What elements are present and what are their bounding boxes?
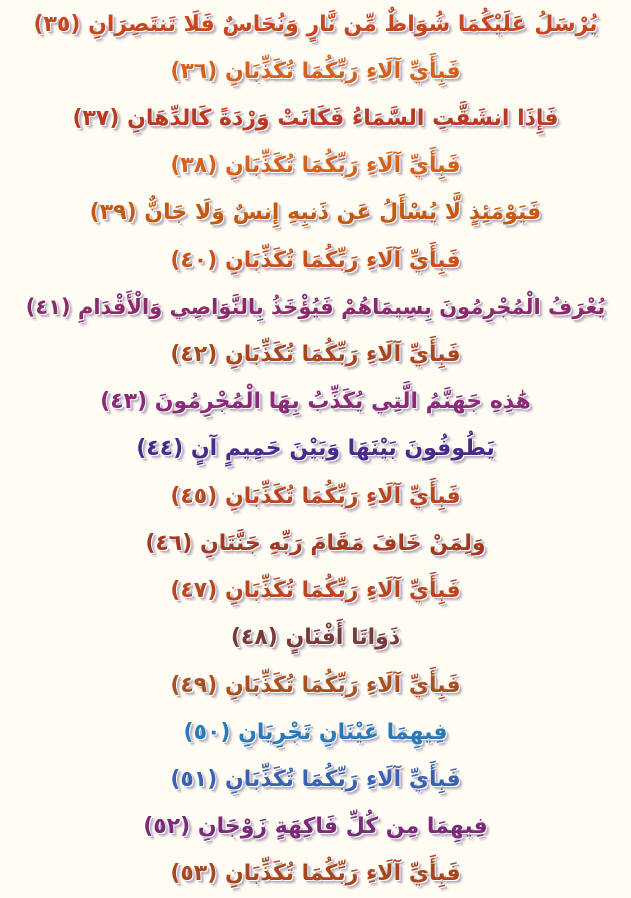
verse-line: [0, 665, 631, 705]
verse-text: فَيَوْمَئِذٍ لَّا يُسْأَلُ عَن ذَنبِهِ إِنسٌ وَلَا جَانٌّ (٣٩): [89, 200, 542, 226]
verse-text: فَبِأَيِّ آلَاءِ رَبِّكُمَا تُكَذِّبَانِ (٥١): [170, 767, 461, 792]
verse-text: وَلِمَنْ خَافَ مَقَامَ رَبِّهِ جَنَّتَانِ (٤٦): [145, 530, 486, 556]
verse-text: ذَوَاتَا أَفْنَانٍ (٤٨): [230, 625, 401, 651]
verse-text: فِيهِمَا عَيْنَانِ تَجْرِيَانِ (٥٠): [183, 719, 448, 745]
verse-line: [0, 146, 631, 186]
verse-line: [0, 287, 631, 327]
verse-text: يَطُوفُونَ بَيْنَهَا وَبَيْنَ حَمِيمٍ آنٍ (٤٤): [136, 436, 495, 462]
verse-text: فَبِأَيِّ آلَاءِ رَبِّكُمَا تُكَذِّبَانِ (٤٥): [170, 483, 461, 509]
verse-line: [0, 523, 631, 563]
verse-line: [0, 712, 631, 752]
verse-line: [0, 382, 631, 422]
verse-text: يُعْرَفُ الْمُجْرِمُونَ بِسِيمَاهُمْ فَيُؤْخَذُ بِالنَّوَاصِي وَالْأَقْدَامِ (٤١): [25, 295, 606, 320]
verse-line: [0, 429, 631, 469]
verse-text: فَبِأَيِّ آلَاءِ رَبِّكُمَا تُكَذِّبَانِ (٣٨): [170, 153, 461, 179]
verse-line: [0, 98, 631, 138]
verse-text: فَإِذَا انشَقَّتِ السَّمَاءُ فَكَانَتْ وَرْدَةً كَالدِّهَانِ (٣٧): [72, 105, 559, 131]
verse-text: فَبِأَيِّ آلَاءِ رَبِّكُمَا تُكَذِّبَانِ (٤٩): [170, 672, 461, 698]
verse-line: [0, 51, 631, 91]
verse-text: فَبِأَيِّ آلَاءِ رَبِّكُمَا تُكَذِّبَانِ (٤٠): [170, 247, 461, 273]
verse-line: [0, 760, 631, 800]
verse-line: [0, 335, 631, 375]
verse-line: [0, 854, 631, 894]
verse-line: [0, 4, 631, 44]
verse-text: فَبِأَيِّ آلَاءِ رَبِّكُمَا تُكَذِّبَانِ (٥٣): [170, 861, 461, 887]
verse-list: [0, 4, 631, 894]
verse-line: [0, 193, 631, 233]
verse-line: [0, 618, 631, 658]
verse-line: [0, 476, 631, 516]
verse-line: [0, 240, 631, 280]
verse-line: [0, 571, 631, 611]
verse-text: فَبِأَيِّ آلَاءِ رَبِّكُمَا تُكَذِّبَانِ (٤٢): [170, 342, 461, 368]
verse-text: هَٰذِهِ جَهَنَّمُ الَّتِي يُكَذِّبُ بِهَا الْمُجْرِمُونَ (٤٣): [100, 389, 531, 415]
verse-text: فَبِأَيِّ آلَاءِ رَبِّكُمَا تُكَذِّبَانِ (٤٧): [170, 578, 461, 604]
verse-text: فِيهِمَا مِن كُلِّ فَاكِهَةٍ زَوْجَانِ (٥٢): [143, 814, 488, 840]
verse-text: يُرْسَلُ عَلَيْكُمَا شُوَاظٌ مِّن نَّارٍ وَنُحَاسٌ فَلَا تَنتَصِرَانِ (٣٥): [33, 11, 598, 37]
verse-line: [0, 807, 631, 847]
verse-text: فَبِأَيِّ آلَاءِ رَبِّكُمَا تُكَذِّبَانِ (٣٦): [170, 58, 461, 84]
